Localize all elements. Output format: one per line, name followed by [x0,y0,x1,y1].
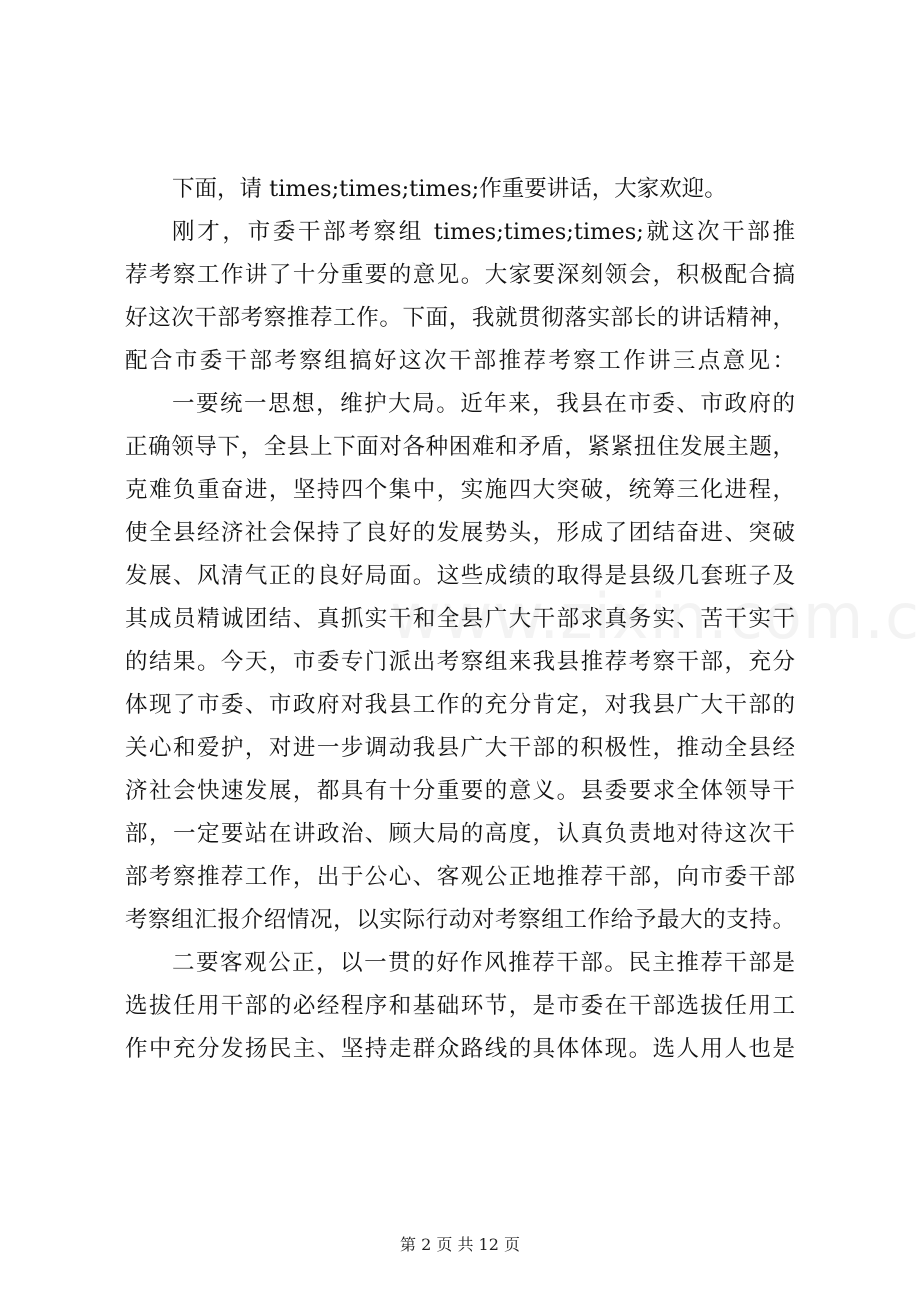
text-line: 发展、风清气正的良好局面。这些成绩的取得是县级几套班子及 [125,563,795,589]
text-line: 配合市委干部考察组搞好这次干部推荐考察工作讲三点意见： [125,348,795,374]
page-number-footer: 第 2 页 共 12 页 [400,1235,520,1254]
text-line: 刚才，市委干部考察组 times;times;times;就这次干部推 [172,219,795,245]
text-line: 作中充分发扬民主、坚持走群众路线的具体体现。选人用人也是 [125,1036,795,1062]
text-line: 考察组汇报介绍情况，以实际行动对考察组工作给予最大的支持。 [125,907,795,933]
text-line: 济社会快速发展，都具有十分重要的意义。县委要求全体领导干 [125,778,795,804]
text-line: 二要客观公正，以一贯的好作风推荐干部。民主推荐干部是 [172,950,795,976]
text-line: 部考察推荐工作，出于公心、客观公正地推荐干部，向市委干部 [125,864,795,890]
text-line: 体现了市委、市政府对我县工作的充分肯定，对我县广大干部的 [125,692,795,718]
text-line: 其成员精诚团结、真抓实干和全县广大干部求真务实、苦干实干 [125,606,795,632]
text-line: 好这次干部考察推荐工作。下面，我就贯彻落实部长的讲话精神， [125,305,795,331]
document-body [125,168,795,1071]
text-line: 使全县经济社会保持了良好的发展势头，形成了团结奋进、突破 [125,520,795,546]
text-line: 正确领导下，全县上下面对各种困难和矛盾，紧紧扭住发展主题， [125,434,795,460]
text-line: 关心和爱护，对进一步调动我县广大干部的积极性，推动全县经 [125,735,795,761]
text-line: 下面，请 times;times;times;作重要讲话，大家欢迎。 [172,176,727,202]
text-line: 选拔任用干部的必经程序和基础环节，是市委在干部选拔任用工 [125,993,795,1019]
text-line: 的结果。今天，市委专门派出考察组来我县推荐考察干部，充分 [125,649,795,675]
text-line: 克难负重奋进，坚持四个集中，实施四大突破，统筹三化进程， [125,477,795,503]
text-line: 部，一定要站在讲政治、顾大局的高度，认真负责地对待这次干 [125,821,795,847]
text-line: 荐考察工作讲了十分重要的意见。大家要深刻领会，积极配合搞 [125,262,795,288]
text-line: 一要统一思想，维护大局。近年来，我县在市委、市政府的 [172,391,795,417]
